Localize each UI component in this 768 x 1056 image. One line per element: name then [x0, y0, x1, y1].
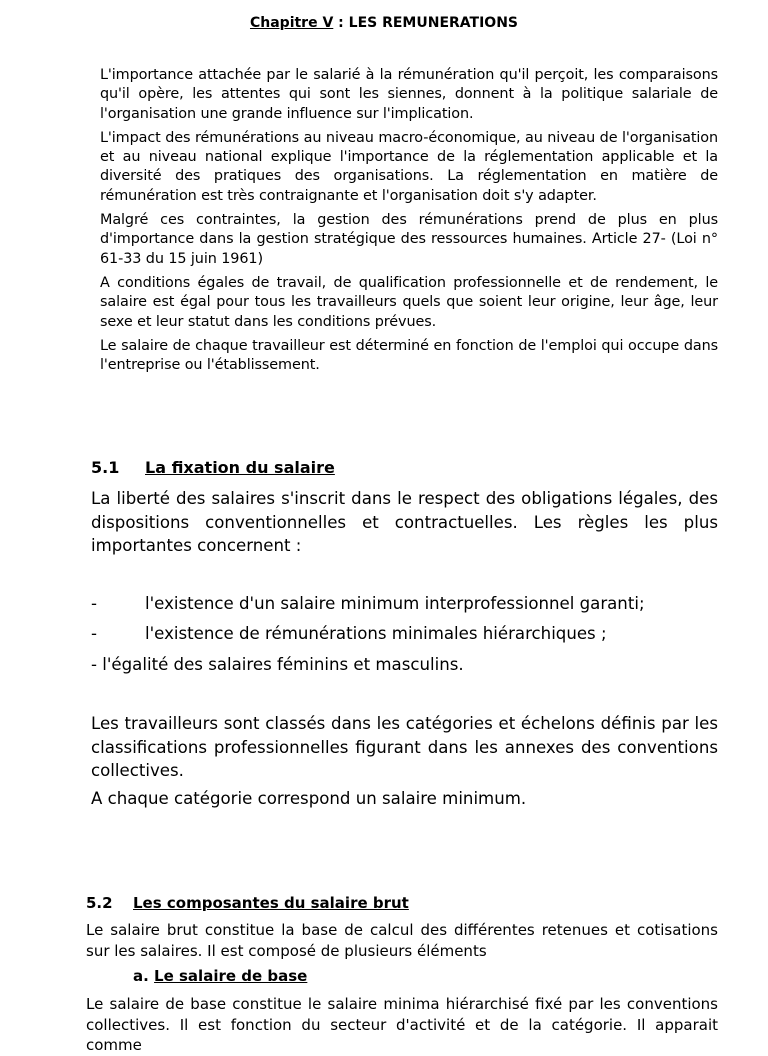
paragraph-text: Le salaire brut constitue la base de calcul des différentes retenues et cotisations sur les salaires. Il est composé de plusieurs éléments — [86, 921, 718, 960]
bullet-dash: - — [91, 624, 97, 643]
section-title: Les composantes du salaire brut — [133, 894, 409, 912]
bullet-text: l'existence d'un salaire minimum interprofessionnel garanti; — [145, 594, 645, 613]
paragraph-text: A chaque catégorie correspond un salaire minimum. — [91, 789, 527, 808]
bullet-item — [91, 653, 718, 676]
intro-paragraph: L'impact des rémunérations au niveau macro-économique, au niveau de l'organisation et au niveau national explique l'importance de la réglementation applicable et la diversité des pratiques des organisations. La réglementation en matière de rémunération est très contraignante et l'organisation doit s'y adapter. — [100, 129, 718, 204]
section-number: 5.2 — [86, 894, 113, 912]
section-title: La fixation du salaire — [145, 458, 335, 477]
section-number: 5.1 — [91, 458, 120, 477]
intro-paragraph: A conditions égales de travail, de qualification professionnelle et de rendement, le salaire est égal pour tous les travailleurs quels que soient leur origine, leur âge, leur sexe et leur statut dans les conditions prévues. — [100, 274, 718, 330]
section-5-2-a-paragraph — [86, 994, 718, 1056]
section-5-1-paragraph — [91, 487, 718, 558]
section-5-1-paragraph — [91, 787, 718, 811]
sub-label: a. — [133, 967, 155, 985]
section-heading-5-2 — [86, 894, 409, 912]
subheading-a — [133, 967, 307, 985]
paragraph-text: Le salaire de base constitue le salaire minima hiérarchisé fixé par les conventions collectives. Il est fonction du secteur d'activité et de la catégorie. Il apparait comme — [86, 995, 718, 1054]
intro-paragraph: Malgré ces contraintes, la gestion des rémunérations prend de plus en plus d'importance dans la gestion stratégique des ressources humaines. Article 27- (Loi n° 61-33 du 15 juin 1961) — [100, 212, 718, 267]
section-5-2-paragraph — [86, 920, 718, 961]
bullet-dash: - — [91, 594, 97, 613]
bullet-item — [91, 622, 718, 645]
chapter-title-text: : LES REMUNERATIONS — [333, 15, 518, 31]
section-5-1-paragraph — [91, 712, 718, 783]
chapter-title — [0, 15, 768, 31]
bullet-text: - l'égalité des salaires féminins et masculins. — [91, 655, 464, 674]
bullet-text: l'existence de rémunérations minimales hiérarchiques ; — [145, 624, 607, 643]
paragraph-text: La liberté des salaires s'inscrit dans le respect des obligations légales, des dispositions conventionnelles et contractuelles. Les règles les plus importantes concernent : — [91, 489, 718, 555]
intro-paragraph: L'importance attachée par le salarié à la rémunération qu'il perçoit, les comparaisons qu'il opère, les attentes qui sont les siennes, donnent à la politique salariale de l'organisation une grande influence sur l'implication. — [100, 67, 718, 122]
intro-paragraph: Le salaire de chaque travailleur est déterminé en fonction de l'emploi qui occupe dans l'entreprise ou l'établissement. — [100, 337, 718, 374]
paragraph-text: Les travailleurs sont classés dans les catégories et échelons définis par les classifications professionnelles figurant dans les annexes des conventions collectives. — [91, 714, 718, 780]
chapter-label: Chapitre V — [249, 15, 334, 31]
sub-title: Le salaire de base — [154, 967, 308, 985]
intro-section — [100, 66, 718, 380]
bullet-item — [91, 592, 718, 615]
section-heading-5-1 — [91, 458, 335, 477]
